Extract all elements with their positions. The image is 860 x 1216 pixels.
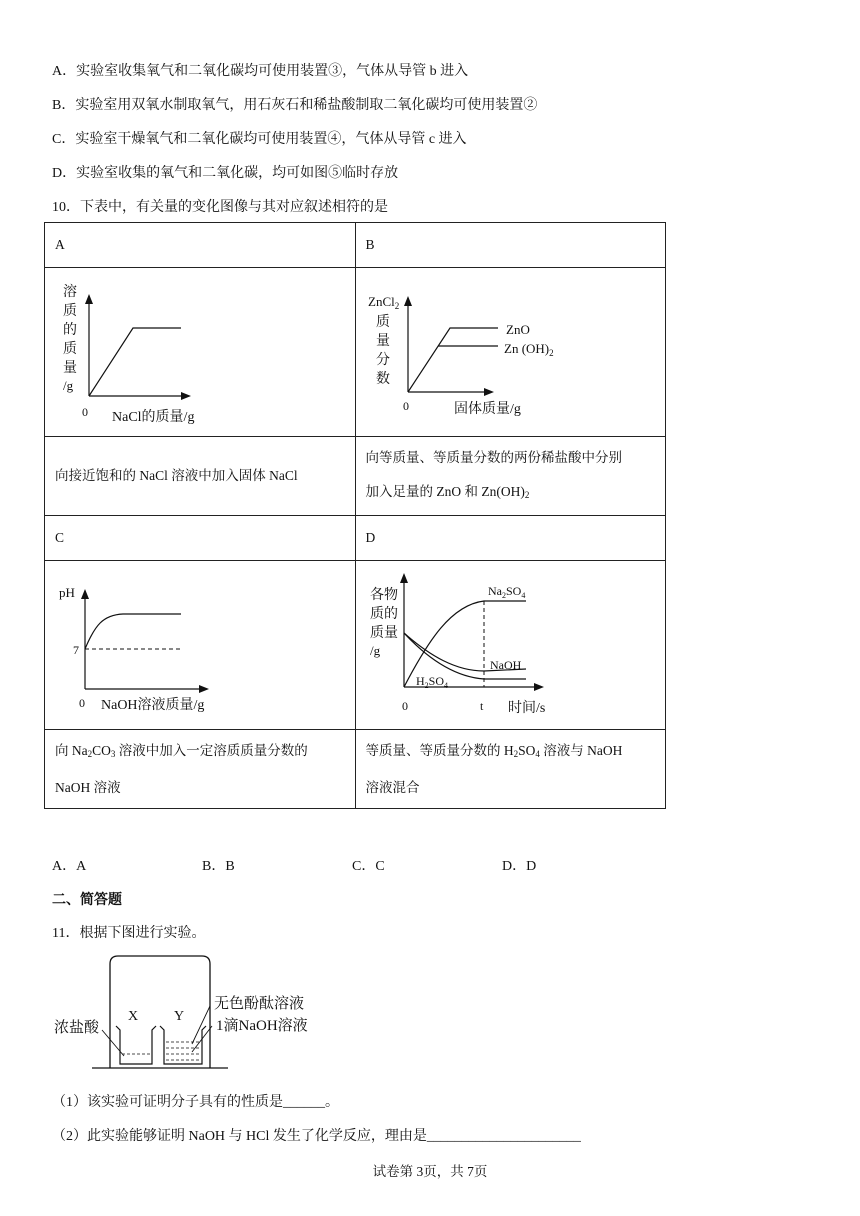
section-heading: 二、简答题 (52, 893, 122, 908)
answer-a[interactable]: A．A (52, 859, 87, 874)
graph-b (356, 268, 666, 436)
svg-text:pH: pH (59, 585, 75, 600)
svg-text:量: 量 (375, 334, 390, 349)
svg-text:ZnO: ZnO (505, 322, 530, 337)
svg-text:时间/s: 时间/s (507, 701, 545, 716)
graph-d-cell (355, 561, 666, 730)
svg-text:质量: 质量 (369, 626, 398, 641)
svg-text:质的: 质的 (369, 607, 398, 622)
q10-stem: 10．下表中，有关量的变化图像与其对应叙述相符的是 (52, 200, 388, 215)
svg-text:无色酚酞溶液: 无色酚酞溶液 (214, 996, 305, 1012)
q10-answers (52, 855, 652, 875)
cell-label-b: B (355, 223, 666, 268)
svg-text:/g: /g (369, 643, 380, 658)
svg-text:分: 分 (375, 353, 390, 368)
svg-text:X: X (128, 1009, 139, 1024)
svg-text:数: 数 (375, 372, 390, 387)
svg-text:溶: 溶 (63, 285, 77, 300)
svg-text:各物: 各物 (369, 588, 398, 603)
svg-text:7: 7 (73, 643, 79, 657)
svg-text:NaCl的质量/g: NaCl的质量/g (112, 410, 195, 425)
svg-text:质: 质 (63, 304, 77, 319)
graph-c (45, 561, 355, 729)
svg-text:质: 质 (63, 342, 77, 357)
svg-text:量: 量 (63, 361, 77, 376)
graph-d (356, 561, 666, 729)
q9-option-a: A．实验室收集氧气和二氧化碳均可使用装置③，气体从导管 b 进入 (52, 64, 469, 79)
q9-option-c: C．实验室干燥氧气和二氧化碳均可使用装置④，气体从导管 c 进入 (52, 132, 467, 147)
q11-stem: 11．根据下图进行实验。 (52, 926, 206, 941)
svg-text:/g: /g (63, 378, 74, 393)
q11-figure (52, 950, 352, 1075)
svg-text:0: 0 (79, 696, 85, 710)
answer-d[interactable]: D．D (502, 859, 537, 874)
svg-text:0: 0 (82, 405, 88, 419)
svg-text:Y: Y (174, 1009, 185, 1024)
desc-d: 等质量、等质量分数的 $H_2SO_4$ 溶液与 NaOH 溶液混合 (355, 730, 666, 809)
q11-sub1: （1）该实验可证明分子具有的性质是______。 (52, 1095, 339, 1110)
answer-c[interactable]: C．C (352, 859, 385, 874)
svg-text:的: 的 (63, 323, 77, 338)
q9-option-b: B．实验室用双氧水制取氧气，用石灰石和稀盐酸制取二氧化碳均可使用装置② (52, 98, 538, 113)
svg-text:ZnCl2: ZnCl$_2$ (367, 294, 399, 311)
graph-b-cell (355, 268, 666, 437)
answer-b[interactable]: B．B (202, 859, 235, 874)
svg-text:NaOH: NaOH (489, 658, 521, 672)
desc-b: 向等质量、等质量分数的两份稀盐酸中分别 加入足量的 ZnO 和 $Zn(OH)_2$ (355, 437, 666, 516)
svg-text:质: 质 (375, 315, 390, 330)
svg-text:t: t (479, 699, 483, 713)
cell-label-d: D (355, 516, 666, 561)
svg-text:H2SO4: $H_2SO_4$ (415, 674, 448, 690)
svg-text:浓盐酸: 浓盐酸 (54, 1020, 100, 1036)
graph-c-cell (45, 561, 356, 730)
graph-a-cell (45, 268, 356, 437)
svg-text:NaOH溶液质量/g: NaOH溶液质量/g (101, 698, 205, 713)
svg-text:Zn (OH)2: Zn $(OH)_2$ (503, 341, 554, 358)
q11-sub2: （2）此实验能够证明 NaOH 与 HCl 发生了化学反应，理由是______________________ (52, 1129, 581, 1144)
svg-text:Na2SO4: $Na_2SO_4$ (487, 584, 525, 600)
q10-table (44, 222, 666, 809)
svg-text:1滴NaOH溶液: 1滴NaOH溶液 (216, 1018, 308, 1034)
cell-label-c: C (45, 516, 356, 561)
desc-c: 向 $Na_2CO_3$ 溶液中加入一定溶质质量分数的 NaOH 溶液 (45, 730, 356, 809)
svg-text:0: 0 (401, 699, 408, 713)
cell-label-a: A (45, 223, 356, 268)
page-footer: 试卷第 3页，共 7页 (372, 1164, 488, 1179)
graph-a (45, 268, 355, 436)
svg-text:0: 0 (402, 399, 409, 413)
q9-option-d: D．实验室收集的氧气和二氧化碳，均可如图⑤临时存放 (52, 166, 399, 181)
desc-a: 向接近饱和的 NaCl 溶液中加入固体 NaCl (45, 437, 356, 516)
svg-text:固体质量/g: 固体质量/g (453, 402, 521, 417)
